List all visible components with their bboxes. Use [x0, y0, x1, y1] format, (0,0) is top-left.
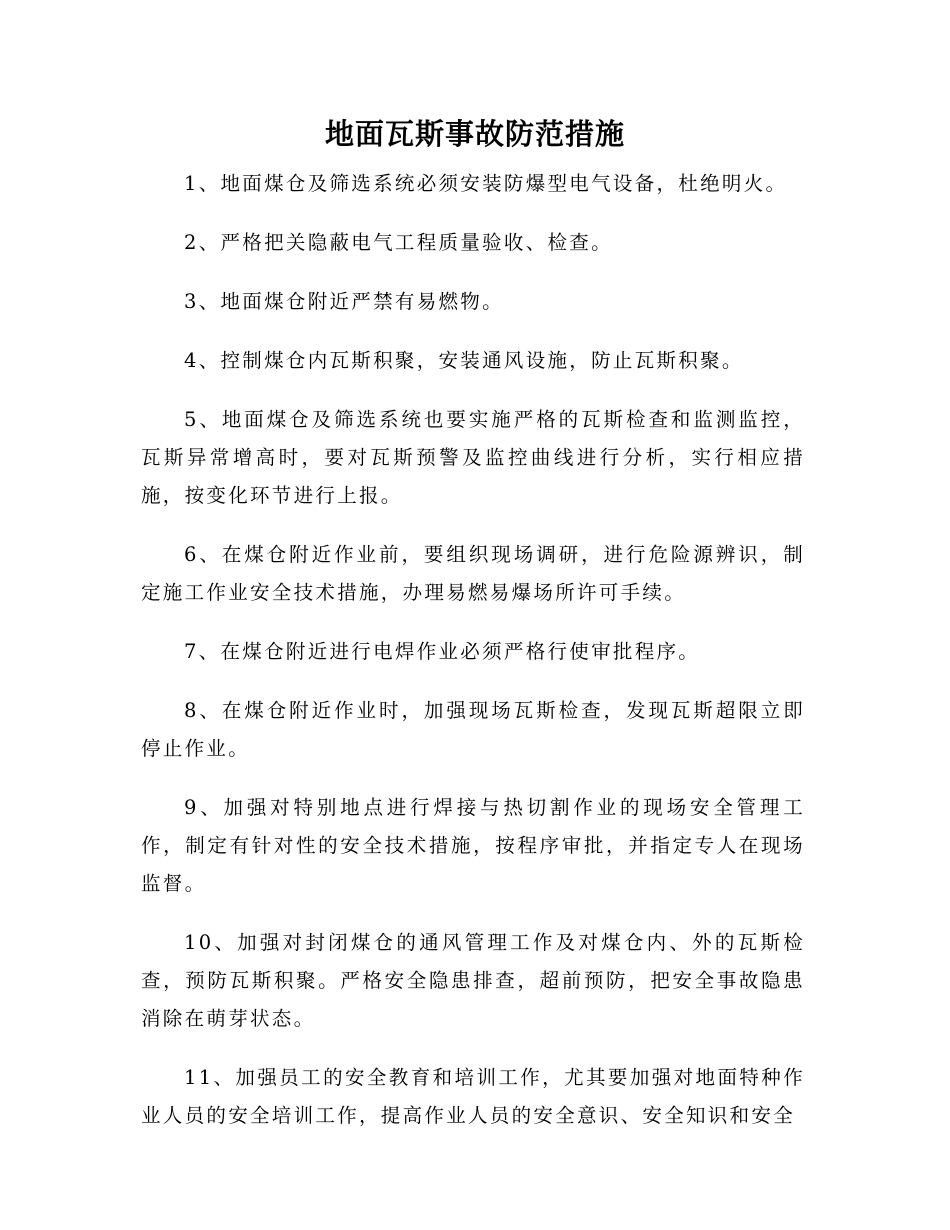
paragraph-item-7: 7、在煤仓附近进行电焊作业必须严格行使审批程序。 — [184, 640, 701, 663]
paragraph-item-10: 10、加强对封闭煤仓的通风管理工作及对煤仓内、外的瓦斯检查，预防瓦斯积聚。严格安全隐患排查，超前预防，把安全事故隐患消除在萌芽状态。 — [141, 931, 805, 1030]
paragraph-item-8: 8、在煤仓附近作业时，加强现场瓦斯检查，发现瓦斯超限立即停止作业。 — [141, 699, 805, 760]
document-title: 地面瓦斯事故防范措施 — [324, 117, 625, 151]
paragraph-item-9: 9、加强对特别地点进行焊接与热切割作业的现场安全管理工作，制定有针对性的安全技术措施，按程序审批，并指定专人在现场监督。 — [141, 796, 805, 895]
paragraph-item-4: 4、控制煤仓内瓦斯积聚，安装通风设施，防止瓦斯积聚。 — [184, 349, 744, 372]
paragraph-item-6: 6、在煤仓附近作业前，要组织现场调研，进行危险源辨识，制定施工作业安全技术措施，办理易燃易爆场所许可手续。 — [141, 543, 805, 604]
paragraph-item-2: 2、严格把关隐蔽电气工程质量验收、检查。 — [184, 231, 613, 254]
paragraph-item-5: 5、地面煤仓及筛选系统也要实施严格的瓦斯检查和监测监控，瓦斯异常增高时，要对瓦斯预警及监控曲线进行分析，实行相应措施，按变化环节进行上报。 — [141, 408, 805, 507]
paragraph-item-1: 1、地面煤仓及筛选系统必须安装防爆型电气设备，杜绝明火。 — [184, 172, 788, 195]
paragraph-item-11: 11、加强员工的安全教育和培训工作，尤其要加强对地面特种作业人员的安全培训工作，提高作业人员的安全意识、安全知识和安全 — [141, 1066, 805, 1127]
document-body — [141, 165, 805, 1156]
paragraph-item-3: 3、地面煤仓附近严禁有易燃物。 — [184, 290, 504, 313]
